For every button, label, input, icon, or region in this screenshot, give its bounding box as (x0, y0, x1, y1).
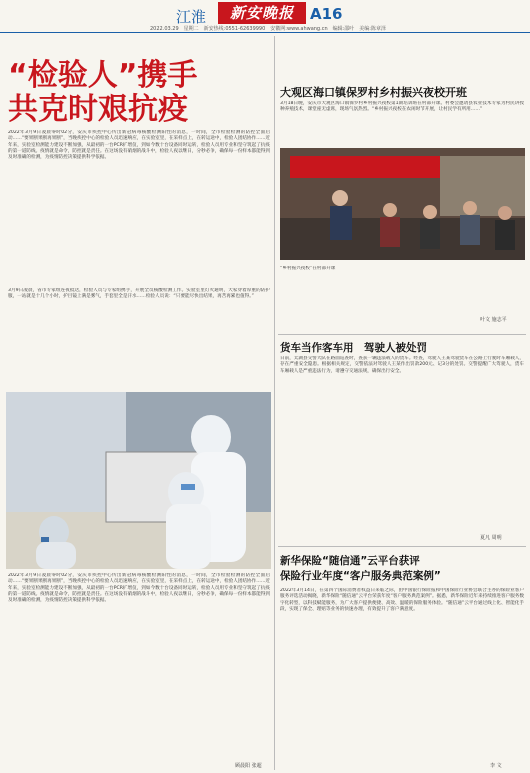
right-divider-2 (278, 546, 526, 547)
masthead-info: 2022.03.29 星期二 新安热线:0551-62639990 安徽网:www.ahwang.cn 编辑:邵叶 美编:陈章泽 (150, 26, 386, 32)
right-bottom-headline-line2: 保险行业年度“客户服务典范案例” (280, 570, 441, 582)
left-body-1: 2022年3月9日凌晨零时02分，安庆市疾控中心传出新冠病毒核酸检测阳性的消息，一时间，全市检验检测的防控全面启动……“要果断果断再果断”，当晚疾控中心的检验人员迅速响应，在实验室里，在采样点上，在转运途中，检验人团结协作……近年来，实验室检测能力建设不断加强，从最初的一台PCR扩增仪，到如今数十台设备同时运转，检验人员用专业和坚守筑起了抗疫的第一道防线。疫情就是命令，防控就是责任。在这场没有硝烟的战斗中，检验人夜以继日，分秒必争，确保每一份样本都能得到及时准确的检测，为疫情防控决策提供科学依据。 (8, 130, 270, 161)
right-mid-author: 夏凡 周明 (480, 535, 502, 541)
left-body-2: 3月9日凌晨，省市专家组连夜抵达，检验人员与专家组携手，开展全员核酸检测工作。实验室里灯火通明，大家穿着厚重的防护服，一站就是十几个小时，护目镜上满是雾气，手套里全是汗水……检验人员说：“只要能尽快出结果，再苦再累也值得。” (8, 288, 270, 300)
masthead (0, 0, 530, 30)
night-school-photo (280, 148, 525, 260)
left-author: 顾晨阳 张超 (235, 763, 262, 769)
column-divider (274, 36, 275, 770)
left-body-continued: 2022年3月9日凌晨零时02分，安庆市疾控中心传出新冠病毒核酸检测阳性的消息，一时间，全市检验检测的防控全面启动……“要果断果断再果断”，当晚疾控中心的检验人员迅速响应，在实验室里，在采样点上，在转运途中，检验人团结协作……近年来，实验室检测能力建设不断加强，从最初的一台PCR扩增仪，到如今数十台设备同时运转，检验人员用专业和坚守筑起了抗疫的第一道防线。疫情就是命令，防控就是责任。在这场没有硝烟的战斗中，检验人夜以继日，分秒必争，确保每一份样本都能得到及时准确的检测，为疫情防控决策提供科学依据。 (8, 573, 270, 604)
right-top-headline: 大观区海口镇保罗村乡村振兴夜校开班 (280, 86, 467, 99)
right-divider-1 (278, 334, 526, 335)
right-bottom-headline-line1: 新华保险“随信通”云平台获评 (280, 555, 420, 567)
right-bottom-body: 2022年3月14日，在第四个国际消费者权益日来临之际，由中国银行保险报和中国保险行业协会联合主办的保险业客户服务评选活动揭晓，新华保险“随信通”云平台荣获年度“客户服务典范案例”。据悉，新华保险近年来持续推进客户服务数字化转型，以科技赋能服务，为广大客户提供便捷、高效、温暖的保险服务体验。“随信通”云平台通过线上化、智能化手段，实现了保全、理赔等业务的快速办理，有效提升了客户满意度。 (280, 588, 524, 612)
right-mid-headline: 货车当作客车用 驾驶人被处罚 (280, 342, 427, 354)
page-number: A16 (310, 5, 343, 23)
right-top-caption: “乡村振兴夜校”在村部开课 (280, 266, 336, 271)
masthead-rule (0, 32, 530, 33)
left-title-line1: “检验人”携手 (8, 58, 198, 93)
right-bottom-author: 李 文 (490, 763, 502, 769)
left-title-line2: 共克时艰抗疫 (8, 92, 188, 127)
lab-photo (6, 392, 271, 569)
lab-photo-illustration (6, 392, 271, 569)
newspaper-logo: 新安晚报 (218, 2, 306, 24)
right-top-author: 叶文 施志平 (480, 317, 507, 323)
masthead-region: 江淮 (176, 8, 207, 26)
right-top-body: 3月18日晚，安庆市大观区海口镇保罗村乡村振兴夜校第1期培训班在村部开课。村委会邀请县农业技术专家为村民讲授种养殖技术，课堂座无虚席，现场气氛热烈。“乡村振兴夜校在农闲时节开展，让村民学有所用……” (280, 101, 524, 113)
right-mid-body: 日前，太湖县交警大队在路面巡查时，查获一辆违法载人的货车。经查，驾驶人王某驾驶货车在公路上行驶时车厢载人，存在严重安全隐患。根据相关规定，交警依法对驾驶人王某作出罚款200元、记3分的处罚。交警提醒广大驾驶人，货车车厢载人是严重违法行为，请遵守交通法规，确保出行安全。 (280, 356, 524, 374)
night-school-illustration (280, 148, 525, 260)
